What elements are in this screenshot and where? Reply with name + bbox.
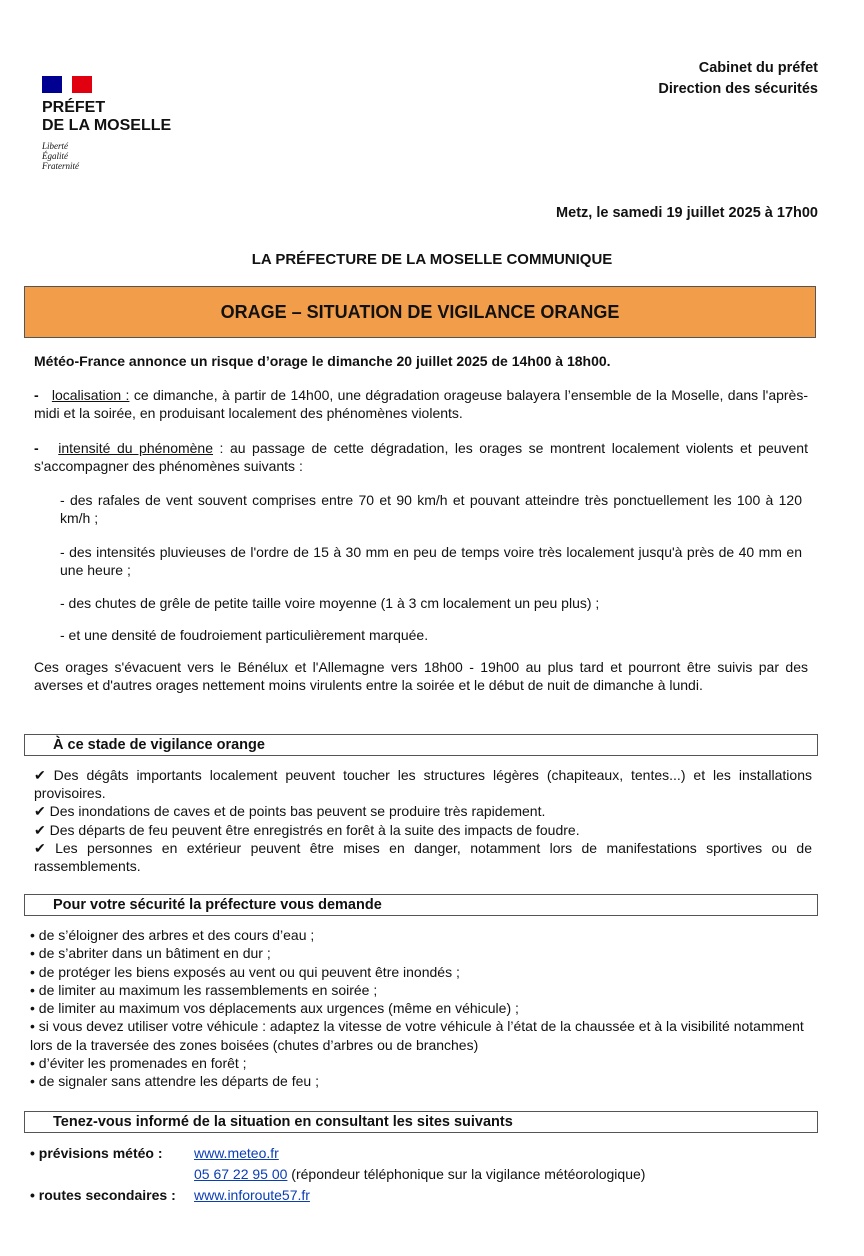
localisation-text: ce dimanche, à partir de 14h00, une dégradation orageuse balayera l’ensemble de la Moselle, dans l'après-midi et la soirée, en produisant localement des phénomènes violents. <box>34 387 809 421</box>
phone-note: (répondeur téléphonique sur la vigilance météorologique) <box>287 1166 646 1182</box>
intensity-paragraph <box>34 439 808 475</box>
motto-egalite: Égalité <box>42 151 68 161</box>
list-item: • d’éviter les promenades en forêt ; <box>30 1055 247 1072</box>
phone-link[interactable]: 05 67 22 95 00 <box>194 1166 288 1182</box>
dash-marker: - <box>34 440 39 456</box>
meteo-link[interactable]: www.meteo.fr <box>194 1145 279 1161</box>
routes-link[interactable]: www.inforoute57.fr <box>194 1187 310 1203</box>
republic-flag-icon <box>42 76 92 93</box>
phenomenon-rain: - des intensités pluvieuses de l'ordre de 15 à 30 mm en peu de temps voire très localement jusqu'à près de 40 mm en une heure ; <box>60 544 802 578</box>
info-heading: Tenez-vous informé de la situation en consultant les sites suivants <box>24 1111 818 1133</box>
alert-banner <box>24 286 816 338</box>
phenomenon-lightning: - et une densité de foudroiement particulièrement marquée. <box>60 627 429 643</box>
prefecture-logo <box>42 76 202 171</box>
cabinet-label: Cabinet du préfet <box>698 60 818 76</box>
issuer-block <box>658 58 818 100</box>
motto <box>42 141 202 171</box>
intensity-label: intensité du phénomène <box>58 440 213 456</box>
list-item: • de s’abriter dans un bâtiment en dur ; <box>30 945 271 962</box>
list-item: ✔ Des dégâts importants localement peuvent toucher les structures légères (chapiteaux, tentes...) et les installations provisoires. <box>34 767 812 802</box>
list-item: ✔ Des inondations de caves et de points bas peuvent se produire très rapidement. <box>34 803 546 820</box>
list-item: • de limiter au maximum vos déplacements aux urgences (même en véhicule) ; <box>30 1000 519 1017</box>
intensity-text: : au passage de cette dégradation, les orages se montrent localement violents et peuvent s'accompagner des phénomènes suivants : <box>34 440 808 474</box>
phone-row <box>30 1164 820 1185</box>
alert-banner-text: ORAGE – SITUATION DE VIGILANCE ORANGE <box>220 301 620 322</box>
motto-fraternite: Fraternité <box>42 161 79 171</box>
routes-row <box>30 1185 820 1206</box>
phenomenon-hail: - des chutes de grêle de petite taille voire moyenne (1 à 3 cm localement un peu plus) ; <box>60 595 600 611</box>
phenomenon-wind: - des rafales de vent souvent comprises entre 70 et 90 km/h et pouvant atteindre très ponctuellement les 100 à 120 km/h ; <box>60 492 802 526</box>
info-links <box>30 1143 820 1206</box>
dash-marker: - <box>34 387 39 403</box>
list-item: • de s’éloigner des arbres et des cours d’eau ; <box>30 927 315 943</box>
date-line: Metz, le samedi 19 juillet 2025 à 17h00 <box>556 205 818 221</box>
motto-liberte: Liberté <box>42 141 68 151</box>
safety-heading: Pour votre sécurité la préfecture vous demande <box>24 894 818 916</box>
logo-name-line2: DE LA MOSELLE <box>42 117 172 134</box>
intro-text: Météo-France annonce un risque d’orage le dimanche 20 juillet 2025 de 14h00 à 18h00. <box>34 353 611 369</box>
meteo-row <box>30 1143 820 1164</box>
routes-label: • routes secondaires : <box>30 1187 176 1203</box>
direction-label: Direction des sécurités <box>658 81 818 97</box>
list-item: ✔ Les personnes en extérieur peuvent être mises en danger, notamment lors de manifestations sportives ou de rassemblements. <box>34 839 812 875</box>
list-item: • de signaler sans attendre les départs de feu ; <box>30 1073 319 1090</box>
localisation-label: localisation : <box>51 387 130 403</box>
communique-title: LA PRÉFECTURE DE LA MOSELLE COMMUNIQUE <box>251 251 613 268</box>
meteo-label: • prévisions météo : <box>30 1145 163 1161</box>
vigilance-list <box>34 766 812 875</box>
logo-name <box>42 99 202 135</box>
list-item: • de protéger les biens exposés au vent ou qui peuvent être inondés ; <box>30 963 460 980</box>
conclusion-paragraph: Ces orages s'évacuent vers le Bénélux et l'Allemagne vers 18h00 - 19h00 au plus tard et pourront être suivis par des averses et d'autres orages nettement moins virulents entre la soirée et le début de nuit de dimanche à lundi. <box>34 659 808 693</box>
safety-list <box>30 926 814 1091</box>
list-item: ✔ Des départs de feu peuvent être enregistrés en forêt à la suite des impacts de foudre. <box>34 821 580 838</box>
list-item: • si vous devez utiliser votre véhicule : adaptez la vitesse de votre véhicule à l’état de la chaussée et à la visibilité notamment lors de la traversée des zones boisées (chutes d’arbres ou de branches) <box>30 1018 804 1053</box>
list-item: • de limiter au maximum les rassemblements en soirée ; <box>30 981 378 998</box>
localisation-paragraph <box>34 386 808 422</box>
logo-name-line1: PRÉFET <box>42 99 106 116</box>
vigilance-heading: À ce stade de vigilance orange <box>24 734 818 756</box>
